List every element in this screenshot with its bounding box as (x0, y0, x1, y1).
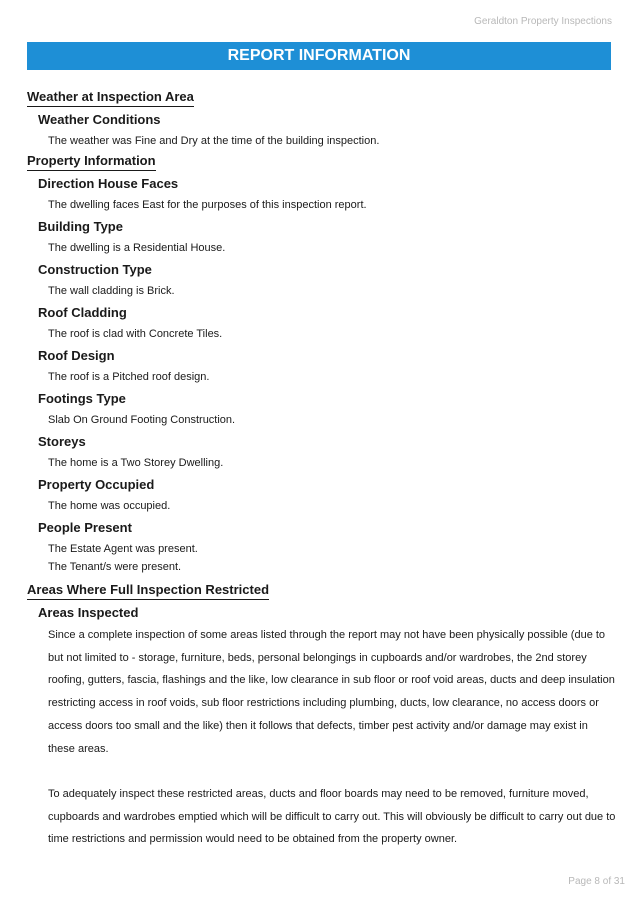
subsection-construction-type (38, 260, 617, 300)
section-title: Areas Where Full Inspection Restricted (27, 581, 269, 600)
subsection-people-present (38, 518, 617, 579)
subsection-property-occupied (38, 475, 617, 515)
subsection-title: Construction Type (38, 262, 152, 277)
subsection-roof-cladding (38, 303, 617, 343)
subsection-text: The wall cladding is Brick. (48, 285, 175, 297)
subsection-areas-inspected (38, 603, 617, 851)
subsection-title: Storeys (38, 434, 86, 449)
section-areas-restricted (27, 581, 617, 851)
paragraph: Since a complete inspection of some areas listed through the report may not have been physically possible (due to but not limited to - storage, furniture, beds, personal belongings in cupboards and/or wardrobes, the 2nd storey roofing, gutters, fascia, flashings and the like, low clearance in sub floor or roof void areas, ducts and deep insulation restricting access in roof voids, sub floor restrictions including plumbing, ducts, low clearance, no access doors or access doors too small and the like) then it follows that defects, timber pest activity and/or damage may exist in these areas. (48, 629, 615, 755)
subsection-paragraphs (48, 624, 617, 851)
subsection-direction-house-faces (38, 174, 617, 214)
subsection-title: Areas Inspected (38, 605, 139, 620)
subsection-title: Weather Conditions (38, 112, 161, 127)
subsection-text: The weather was Fine and Dry at the time of the building inspection. (48, 135, 380, 147)
header-brand: Geraldton Property Inspections (474, 16, 612, 27)
paragraph: To adequately inspect these restricted areas, ducts and floor boards may need to be removed, furniture moved, cupboards and wardrobes emptied which will be difficult to carry out. This will obviously be difficult to carry out due to time restrictions and permission would need to be obtained from the property owner. (48, 787, 616, 846)
subsection-title: People Present (38, 520, 132, 535)
subsection-text: The dwelling faces East for the purposes of this inspection report. (48, 199, 367, 211)
section-title: Weather at Inspection Area (27, 88, 194, 107)
subsection-text: The home is a Two Storey Dwelling. (48, 457, 224, 469)
subsection-title: Property Occupied (38, 477, 155, 492)
subsection-building-type (38, 217, 617, 257)
subsection-title: Direction House Faces (38, 176, 179, 191)
text-line: The Estate Agent was present. (48, 543, 198, 555)
section-weather (27, 88, 617, 150)
subsection-roof-design (38, 346, 617, 386)
subsection-text: The roof is clad with Concrete Tiles. (48, 328, 223, 340)
report-content (27, 88, 617, 853)
page-number: Page 8 of 31 (568, 876, 625, 887)
subsection-text: Slab On Ground Footing Construction. (48, 414, 236, 426)
report-information-banner: REPORT INFORMATION (27, 42, 611, 70)
subsection-text: The home was occupied. (48, 500, 171, 512)
text-line: The Tenant/s were present. (48, 561, 182, 573)
section-title: Property Information (27, 152, 156, 171)
subsection-storeys (38, 432, 617, 472)
subsection-title: Roof Cladding (38, 305, 127, 320)
subsection-title: Building Type (38, 219, 123, 234)
subsection-text (48, 537, 617, 579)
subsection-title: Roof Design (38, 348, 115, 363)
subsection-text: The dwelling is a Residential House. (48, 242, 226, 254)
subsection-weather-conditions (38, 110, 617, 150)
subsection-text: The roof is a Pitched roof design. (48, 371, 210, 383)
subsection-footings-type (38, 389, 617, 429)
subsection-title: Footings Type (38, 391, 126, 406)
section-property-information (27, 152, 617, 579)
